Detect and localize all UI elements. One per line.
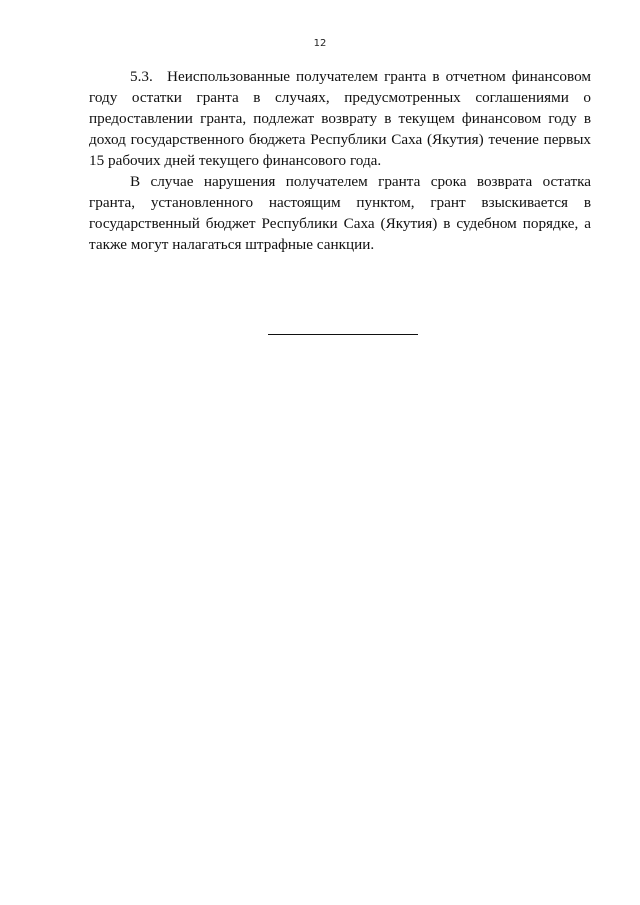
paragraph-5-3 xyxy=(89,66,591,171)
paragraph-penalty xyxy=(89,171,591,255)
document-body xyxy=(89,66,591,255)
page-number: 12 xyxy=(313,38,327,49)
paragraph-number: 5.3. xyxy=(130,68,153,85)
paragraph-text: В случае нарушения получателем гранта срока возврата остатка гранта, установленного настоящим пунктом, грант взыскивается в государственный бюджет Республики Саха (Якутия) в судебном порядке, а также могут налагаться штрафные санкции. xyxy=(89,173,591,253)
end-of-text-divider xyxy=(268,334,418,335)
paragraph-text: Неиспользованные получателем гранта в отчетном финансовом году остатки гранта в случаях, предусмотренных соглашениями о предоставлении гранта, подлежат возврату в текущем финансовом году в доход государственного бюджета Республики Саха (Якутия) течение первых 15 рабочих дней текущего финансового года. xyxy=(89,68,591,169)
